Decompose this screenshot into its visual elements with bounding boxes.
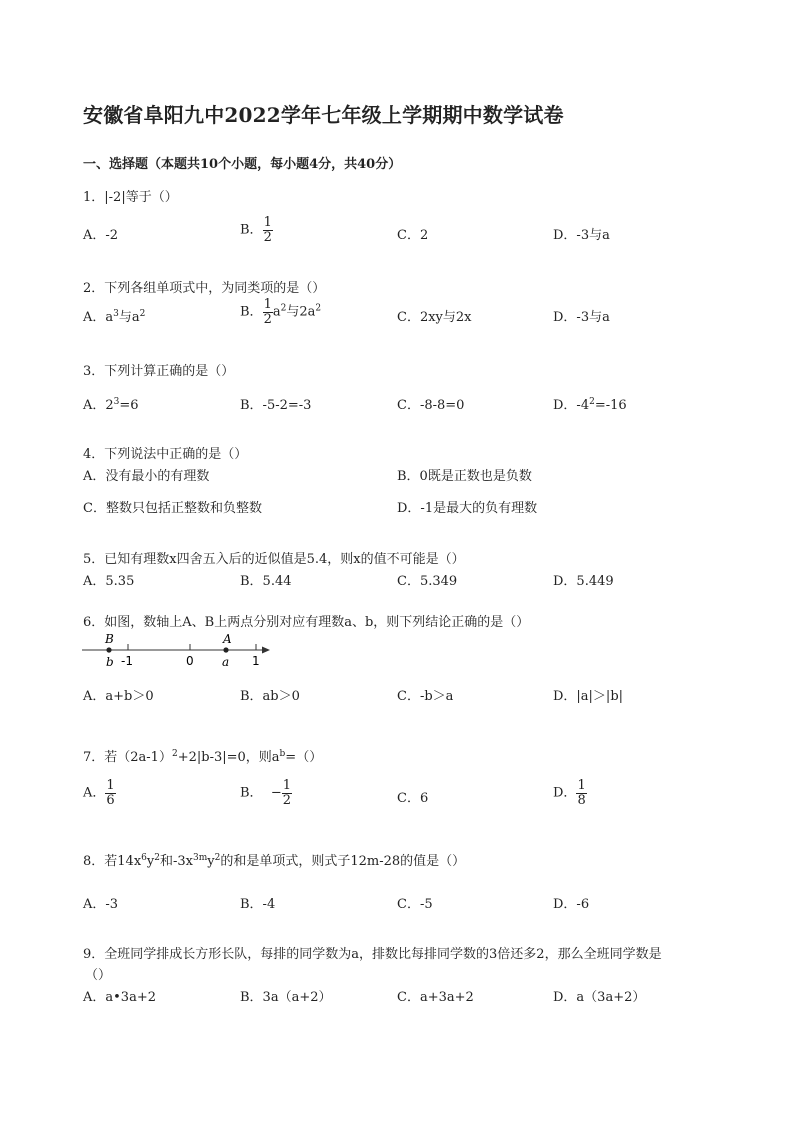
q1-option-c: C．2 (397, 228, 429, 243)
q3-option-b: B．-5-2=-3 (240, 398, 312, 413)
question-1: 1．|-2|等于（） (83, 190, 178, 205)
q8-option-a: A．-3 (83, 897, 119, 912)
question-7: 7．若$(2a-1)^2+2|b-3|=0$，则$a^b=()$ (83, 749, 323, 765)
page-title: 安徽省阜阳九中2022学年七年级上学期期中数学试卷 (83, 103, 564, 127)
q7-option-c: C．6 (397, 791, 429, 806)
fraction: $\frac{1}{2}$ (282, 778, 292, 808)
question-9: 9．全班同学排成长方形长队，每排的同学数为a，排数比每排同学数的3倍还多2，那么全班同学数是 (83, 947, 662, 962)
label-A: A (223, 632, 232, 646)
q4-option-a: A．没有最小的有理数 (83, 469, 210, 484)
question-6: 6．如图，数轴上A、B上两点分别对应有理数a、b，则下列结论正确的是（） (83, 615, 530, 630)
point-b (106, 647, 111, 652)
question-2: 2．下列各组单项式中，为同类项的是（） (83, 281, 326, 296)
fraction: $\frac{1}{8}$ (577, 778, 586, 808)
question-9-paren: （） (85, 968, 112, 983)
q7-option-b: B． − $\frac{1}{2}$ (240, 778, 292, 808)
label-zero: 0 (186, 654, 194, 668)
q2-option-d: D．-3与a (553, 310, 610, 325)
q8-option-d: D．-6 (553, 897, 590, 912)
q9-option-d: D．a（3a+2） (553, 990, 646, 1005)
label-one: 1 (252, 654, 260, 668)
point-a (223, 647, 228, 652)
q4-option-d: D．-1是最大的负有理数 (397, 501, 538, 516)
question-5: 5．已知有理数x四舍五入后的近似值是5.4，则x的值不可能是（） (83, 552, 465, 567)
q5-option-d: D．5.449 (553, 574, 614, 589)
q3-option-c: C．-8-8=0 (397, 398, 465, 413)
fraction: $\frac{1}{2}$ (263, 215, 272, 245)
label-B: B (105, 632, 114, 646)
q9-option-a: A．a•3a+2 (83, 990, 156, 1005)
question-8: 8．若$14x^6y^2$和$-3x^{3m}y^2$的和是单项式，则式子12m-28的值是（） (83, 853, 466, 869)
q6-option-b: B．ab＞0 (240, 689, 300, 704)
q3-option-d: D．$-4^2=-16$ (553, 397, 627, 413)
number-line-figure (80, 628, 280, 672)
label-a: a (222, 655, 230, 669)
q1-option-b: B． $\frac{1}{2}$ (240, 215, 272, 245)
q8-option-b: B．-4 (240, 897, 276, 912)
q8-option-c: C．-5 (397, 897, 433, 912)
q4-option-b: B．0既是正数也是负数 (397, 469, 532, 484)
q5-option-b: B．5.44 (240, 574, 292, 589)
number-line-arrow (262, 647, 270, 654)
label-minus-one: -1 (121, 654, 133, 668)
q1-option-a: A．-2 (83, 228, 119, 243)
q5-option-a: A．5.35 (83, 574, 135, 589)
q2-option-b: B． $\frac{1}{2}$ $a^2$与$2a^2$ (240, 297, 322, 327)
q2-option-a: A．$a^3$与$a^2$ (83, 309, 146, 325)
q4-option-c: C．整数只包括正整数和负整数 (83, 501, 262, 516)
question-3: 3．下列计算正确的是（） (83, 364, 235, 379)
q6-option-c: C．-b＞a (397, 689, 454, 704)
fraction: $\frac{1}{6}$ (106, 778, 115, 808)
q1-option-d: D．-3与a (553, 228, 610, 243)
q3-option-a: A．$2^3=6$ (83, 397, 139, 413)
q9-option-c: C．a+3a+2 (397, 990, 474, 1005)
fraction: $\frac{1}{2}$ (263, 297, 272, 327)
q5-option-c: C．5.349 (397, 574, 458, 589)
q6-option-a: A．a+b＞0 (83, 689, 154, 704)
section-heading: 一、选择题（本题共10个小题，每小题4分，共40分） (83, 157, 402, 172)
q7-option-a: A． $\frac{1}{6}$ (83, 778, 115, 808)
q7-option-d: D． $\frac{1}{8}$ (553, 778, 586, 808)
q6-option-d: D．|a|＞|b| (553, 689, 624, 704)
label-b: b (106, 655, 114, 669)
q2-option-c: C．2xy与2x (397, 310, 472, 325)
q9-option-b: B．3a（a+2） (240, 990, 332, 1005)
question-4: 4．下列说法中正确的是（） (83, 447, 248, 462)
